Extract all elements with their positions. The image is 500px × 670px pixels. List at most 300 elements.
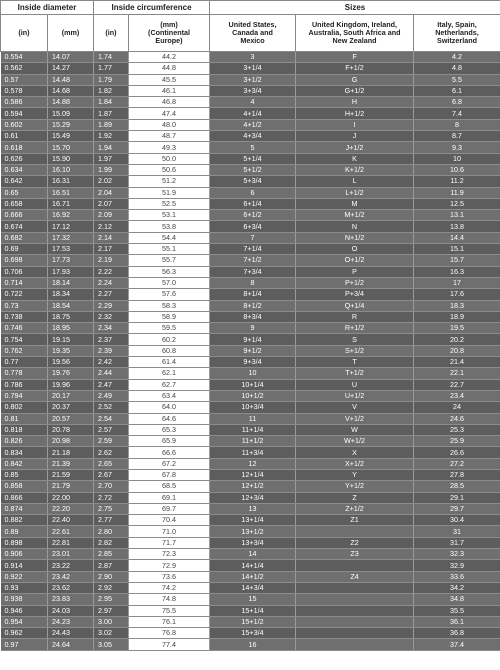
- cell-size-uk: P+3/4: [296, 289, 414, 300]
- cell-circumference-mm: 70.4: [129, 515, 210, 526]
- cell-size-italy: 21.4: [414, 357, 500, 368]
- cell-diameter-in: 0.826: [1, 436, 48, 447]
- cell-circumference-mm: 55.1: [129, 244, 210, 255]
- cell-size-us: 9+3/4: [210, 357, 296, 368]
- cell-circumference-in: 1.97: [94, 153, 129, 164]
- cell-size-uk: P+1/2: [296, 277, 414, 288]
- cell-circumference-in: 2.17: [94, 244, 129, 255]
- cell-size-us: 6: [210, 187, 296, 198]
- cell-diameter-in: 0.882: [1, 515, 48, 526]
- cell-circumference-mm: 46.8: [129, 97, 210, 108]
- cell-diameter-mm: 22.81: [48, 537, 94, 548]
- table-row: [1, 198, 500, 209]
- cell-circumference-mm: 53.1: [129, 210, 210, 221]
- cell-size-us: 12+1/2: [210, 481, 296, 492]
- cell-circumference-mm: 65.9: [129, 436, 210, 447]
- cell-circumference-in: 2.82: [94, 537, 129, 548]
- table-row: [1, 594, 500, 605]
- header-circumference-in: (in): [94, 15, 129, 52]
- cell-size-italy: 8: [414, 119, 500, 130]
- cell-size-us: 11+1/4: [210, 424, 296, 435]
- cell-diameter-mm: 14.48: [48, 74, 94, 85]
- cell-size-italy: 14.4: [414, 232, 500, 243]
- cell-size-us: 14+3/4: [210, 582, 296, 593]
- cell-size-us: 15+1/2: [210, 616, 296, 627]
- cell-diameter-mm: 21.59: [48, 469, 94, 480]
- cell-size-uk: G: [296, 74, 414, 85]
- cell-size-uk: Z: [296, 492, 414, 503]
- cell-size-uk: Y: [296, 469, 414, 480]
- cell-size-uk: [296, 582, 414, 593]
- cell-circumference-in: 2.34: [94, 323, 129, 334]
- cell-circumference-mm: 69.7: [129, 503, 210, 514]
- cell-size-us: 14+1/4: [210, 560, 296, 571]
- cell-circumference-in: 1.99: [94, 164, 129, 175]
- cell-size-us: 15+3/4: [210, 628, 296, 639]
- cell-size-uk: L+1/2: [296, 187, 414, 198]
- cell-circumference-mm: 67.2: [129, 458, 210, 469]
- cell-diameter-mm: 23.83: [48, 594, 94, 605]
- cell-size-uk: [296, 628, 414, 639]
- cell-size-italy: 24.6: [414, 413, 500, 424]
- cell-size-uk: [296, 616, 414, 627]
- cell-size-us: 15+1/4: [210, 605, 296, 616]
- cell-size-us: 3+1/4: [210, 63, 296, 74]
- table-row: [1, 481, 500, 492]
- cell-size-italy: 6.1: [414, 85, 500, 96]
- table-row: [1, 469, 500, 480]
- table-row: [1, 549, 500, 560]
- cell-diameter-in: 0.778: [1, 368, 48, 379]
- table-row: [1, 63, 500, 74]
- cell-size-uk: H+1/2: [296, 108, 414, 119]
- cell-circumference-in: 2.22: [94, 266, 129, 277]
- cell-size-uk: J+1/2: [296, 142, 414, 153]
- cell-circumference-mm: 64.0: [129, 402, 210, 413]
- cell-size-uk: R+1/2: [296, 323, 414, 334]
- cell-size-italy: 18.9: [414, 311, 500, 322]
- table-row: [1, 515, 500, 526]
- cell-diameter-in: 0.898: [1, 537, 48, 548]
- cell-circumference-in: 2.52: [94, 402, 129, 413]
- cell-circumference-mm: 57.6: [129, 289, 210, 300]
- cell-diameter-in: 0.802: [1, 402, 48, 413]
- cell-size-italy: 25.3: [414, 424, 500, 435]
- cell-size-italy: 17: [414, 277, 500, 288]
- table-row: [1, 379, 500, 390]
- cell-diameter-in: 0.666: [1, 210, 48, 221]
- cell-diameter-in: 0.922: [1, 571, 48, 582]
- cell-diameter-mm: 24.43: [48, 628, 94, 639]
- table-row: [1, 413, 500, 424]
- cell-size-italy: 30.4: [414, 515, 500, 526]
- cell-diameter-in: 0.586: [1, 97, 48, 108]
- cell-circumference-mm: 75.5: [129, 605, 210, 616]
- cell-circumference-mm: 51.9: [129, 187, 210, 198]
- cell-circumference-in: 3.02: [94, 628, 129, 639]
- cell-diameter-in: 0.578: [1, 85, 48, 96]
- table-row: [1, 244, 500, 255]
- cell-size-italy: 15.7: [414, 255, 500, 266]
- cell-diameter-in: 0.946: [1, 605, 48, 616]
- table-row: [1, 447, 500, 458]
- cell-diameter-in: 0.962: [1, 628, 48, 639]
- cell-diameter-in: 0.722: [1, 289, 48, 300]
- cell-circumference-in: 3.05: [94, 639, 129, 650]
- cell-size-uk: J: [296, 131, 414, 142]
- cell-size-italy: 31.7: [414, 537, 500, 548]
- cell-diameter-in: 0.714: [1, 277, 48, 288]
- cell-diameter-mm: 17.53: [48, 244, 94, 255]
- cell-diameter-mm: 23.62: [48, 582, 94, 593]
- table-row: [1, 176, 500, 187]
- cell-circumference-mm: 61.4: [129, 357, 210, 368]
- cell-diameter-mm: 17.73: [48, 255, 94, 266]
- cell-diameter-in: 0.754: [1, 334, 48, 345]
- cell-size-italy: 31: [414, 526, 500, 537]
- cell-size-uk: N+1/2: [296, 232, 414, 243]
- cell-circumference-mm: 48.0: [129, 119, 210, 130]
- header-inside-circumference: Inside circumference: [94, 1, 210, 15]
- cell-size-uk: O+1/2: [296, 255, 414, 266]
- cell-size-uk: Z3: [296, 549, 414, 560]
- cell-diameter-mm: 18.14: [48, 277, 94, 288]
- cell-size-italy: 15.1: [414, 244, 500, 255]
- cell-size-uk: F+1/2: [296, 63, 414, 74]
- cell-circumference-in: 2.02: [94, 176, 129, 187]
- cell-circumference-mm: 77.4: [129, 639, 210, 650]
- cell-diameter-in: 0.938: [1, 594, 48, 605]
- cell-size-uk: S: [296, 334, 414, 345]
- cell-size-uk: S+1/2: [296, 345, 414, 356]
- cell-diameter-in: 0.874: [1, 503, 48, 514]
- cell-size-uk: Z+1/2: [296, 503, 414, 514]
- cell-size-italy: 5.5: [414, 74, 500, 85]
- cell-size-us: 12+1/4: [210, 469, 296, 480]
- cell-size-italy: 25.9: [414, 436, 500, 447]
- cell-diameter-in: 0.57: [1, 74, 48, 85]
- cell-circumference-in: 2.27: [94, 289, 129, 300]
- cell-size-uk: Z1: [296, 515, 414, 526]
- cell-diameter-mm: 23.01: [48, 549, 94, 560]
- cell-circumference-mm: 50.0: [129, 153, 210, 164]
- cell-size-us: 13+1/4: [210, 515, 296, 526]
- cell-circumference-mm: 59.5: [129, 323, 210, 334]
- cell-diameter-mm: 15.49: [48, 131, 94, 142]
- cell-size-uk: G+1/2: [296, 85, 414, 96]
- cell-diameter-mm: 15.70: [48, 142, 94, 153]
- cell-diameter-in: 0.674: [1, 221, 48, 232]
- cell-diameter-mm: 17.12: [48, 221, 94, 232]
- cell-circumference-mm: 44.8: [129, 63, 210, 74]
- cell-size-uk: K+1/2: [296, 164, 414, 175]
- cell-circumference-mm: 74.2: [129, 582, 210, 593]
- cell-size-us: 5+1/4: [210, 153, 296, 164]
- cell-size-us: 10: [210, 368, 296, 379]
- cell-circumference-mm: 60.8: [129, 345, 210, 356]
- cell-circumference-in: 1.84: [94, 97, 129, 108]
- table-row: [1, 85, 500, 96]
- cell-size-us: 3+1/2: [210, 74, 296, 85]
- cell-size-us: 9+1/2: [210, 345, 296, 356]
- table-row: [1, 368, 500, 379]
- cell-size-us: 7+1/2: [210, 255, 296, 266]
- cell-size-uk: R: [296, 311, 414, 322]
- cell-circumference-in: 1.89: [94, 119, 129, 130]
- table-row: [1, 357, 500, 368]
- cell-size-italy: 32.9: [414, 560, 500, 571]
- cell-circumference-mm: 60.2: [129, 334, 210, 345]
- cell-size-italy: 4.2: [414, 52, 500, 63]
- table-row: [1, 616, 500, 627]
- cell-size-us: 4+3/4: [210, 131, 296, 142]
- cell-size-us: 9+1/4: [210, 334, 296, 345]
- cell-size-italy: 27.8: [414, 469, 500, 480]
- cell-size-italy: 11.9: [414, 187, 500, 198]
- cell-size-uk: M+1/2: [296, 210, 414, 221]
- cell-size-italy: 27.2: [414, 458, 500, 469]
- table-row: [1, 537, 500, 548]
- header-sizes: Sizes: [210, 1, 500, 15]
- cell-circumference-mm: 76.8: [129, 628, 210, 639]
- table-row: [1, 639, 500, 650]
- cell-size-us: 12+3/4: [210, 492, 296, 503]
- cell-circumference-in: 2.97: [94, 605, 129, 616]
- table-row: [1, 131, 500, 142]
- cell-size-italy: 24: [414, 402, 500, 413]
- cell-circumference-mm: 71.7: [129, 537, 210, 548]
- table-body: [1, 52, 500, 651]
- cell-circumference-in: 2.77: [94, 515, 129, 526]
- cell-circumference-in: 1.92: [94, 131, 129, 142]
- cell-circumference-in: 2.62: [94, 447, 129, 458]
- cell-circumference-mm: 44.2: [129, 52, 210, 63]
- cell-circumference-in: 2.47: [94, 379, 129, 390]
- cell-circumference-mm: 55.7: [129, 255, 210, 266]
- table-row: [1, 334, 500, 345]
- cell-size-us: 13: [210, 503, 296, 514]
- cell-circumference-in: 2.09: [94, 210, 129, 221]
- cell-size-uk: Y+1/2: [296, 481, 414, 492]
- cell-diameter-mm: 21.18: [48, 447, 94, 458]
- cell-diameter-mm: 22.61: [48, 526, 94, 537]
- cell-size-uk: X+1/2: [296, 458, 414, 469]
- cell-size-uk: T+1/2: [296, 368, 414, 379]
- cell-size-us: 10+3/4: [210, 402, 296, 413]
- cell-diameter-in: 0.85: [1, 469, 48, 480]
- table-row: [1, 300, 500, 311]
- cell-size-us: 8: [210, 277, 296, 288]
- cell-circumference-in: 2.65: [94, 458, 129, 469]
- cell-circumference-in: 2.75: [94, 503, 129, 514]
- cell-diameter-in: 0.594: [1, 108, 48, 119]
- cell-size-uk: Z4: [296, 571, 414, 582]
- cell-size-italy: 11.2: [414, 176, 500, 187]
- cell-diameter-mm: 18.34: [48, 289, 94, 300]
- cell-size-italy: 17.6: [414, 289, 500, 300]
- cell-diameter-mm: 19.96: [48, 379, 94, 390]
- cell-circumference-in: 3.00: [94, 616, 129, 627]
- table-row: [1, 582, 500, 593]
- cell-size-us: 14: [210, 549, 296, 560]
- table-row: [1, 187, 500, 198]
- cell-diameter-mm: 20.17: [48, 390, 94, 401]
- cell-size-italy: 13.8: [414, 221, 500, 232]
- table-row: [1, 142, 500, 153]
- table-row: [1, 628, 500, 639]
- cell-circumference-mm: 72.9: [129, 560, 210, 571]
- cell-circumference-in: 2.72: [94, 492, 129, 503]
- cell-circumference-in: 2.39: [94, 345, 129, 356]
- cell-circumference-mm: 62.1: [129, 368, 210, 379]
- cell-diameter-in: 0.842: [1, 458, 48, 469]
- cell-circumference-in: 2.19: [94, 255, 129, 266]
- cell-diameter-mm: 20.78: [48, 424, 94, 435]
- cell-size-us: 12: [210, 458, 296, 469]
- cell-diameter-in: 0.658: [1, 198, 48, 209]
- cell-diameter-mm: 23.22: [48, 560, 94, 571]
- cell-diameter-mm: 19.56: [48, 357, 94, 368]
- cell-size-italy: 10: [414, 153, 500, 164]
- cell-diameter-mm: 22.00: [48, 492, 94, 503]
- cell-diameter-mm: 22.20: [48, 503, 94, 514]
- cell-size-italy: 33.6: [414, 571, 500, 582]
- cell-diameter-mm: 16.10: [48, 164, 94, 175]
- table-row: [1, 390, 500, 401]
- cell-size-us: 10+1/4: [210, 379, 296, 390]
- cell-circumference-in: 1.74: [94, 52, 129, 63]
- cell-diameter-mm: 21.39: [48, 458, 94, 469]
- cell-diameter-mm: 18.75: [48, 311, 94, 322]
- cell-circumference-in: 2.90: [94, 571, 129, 582]
- cell-diameter-mm: 14.68: [48, 85, 94, 96]
- cell-circumference-in: 2.14: [94, 232, 129, 243]
- cell-circumference-mm: 73.6: [129, 571, 210, 582]
- cell-circumference-in: 2.44: [94, 368, 129, 379]
- cell-diameter-in: 0.89: [1, 526, 48, 537]
- cell-diameter-mm: 17.32: [48, 232, 94, 243]
- cell-circumference-in: 2.37: [94, 334, 129, 345]
- table-row: [1, 323, 500, 334]
- cell-circumference-in: 1.87: [94, 108, 129, 119]
- cell-size-italy: 20.2: [414, 334, 500, 345]
- cell-size-italy: 26.6: [414, 447, 500, 458]
- cell-diameter-mm: 17.93: [48, 266, 94, 277]
- cell-circumference-mm: 57.0: [129, 277, 210, 288]
- cell-size-us: 6+1/2: [210, 210, 296, 221]
- cell-size-uk: T: [296, 357, 414, 368]
- cell-diameter-in: 0.77: [1, 357, 48, 368]
- cell-size-uk: K: [296, 153, 414, 164]
- cell-circumference-mm: 72.3: [129, 549, 210, 560]
- cell-diameter-in: 0.642: [1, 176, 48, 187]
- cell-diameter-mm: 14.27: [48, 63, 94, 74]
- cell-size-us: 11+3/4: [210, 447, 296, 458]
- cell-size-us: 11+1/2: [210, 436, 296, 447]
- table-row: [1, 232, 500, 243]
- cell-size-us: 14+1/2: [210, 571, 296, 582]
- cell-diameter-in: 0.794: [1, 390, 48, 401]
- cell-diameter-in: 0.93: [1, 582, 48, 593]
- header-diameter-in: (in): [1, 15, 48, 52]
- cell-circumference-in: 2.57: [94, 424, 129, 435]
- cell-diameter-in: 0.954: [1, 616, 48, 627]
- table-row: [1, 108, 500, 119]
- table-row: [1, 424, 500, 435]
- cell-size-us: 6+1/4: [210, 198, 296, 209]
- cell-size-us: 5+1/2: [210, 164, 296, 175]
- table-row: [1, 119, 500, 130]
- cell-diameter-in: 0.73: [1, 300, 48, 311]
- cell-diameter-mm: 19.15: [48, 334, 94, 345]
- cell-size-italy: 22.1: [414, 368, 500, 379]
- cell-size-us: 3+3/4: [210, 85, 296, 96]
- table-row: [1, 402, 500, 413]
- cell-size-us: 6+3/4: [210, 221, 296, 232]
- header-circumference-mm-europe: (mm) (Continental Europe): [129, 15, 210, 52]
- cell-circumference-mm: 58.9: [129, 311, 210, 322]
- cell-size-us: 8+3/4: [210, 311, 296, 322]
- table-row: [1, 164, 500, 175]
- cell-circumference-mm: 45.5: [129, 74, 210, 85]
- cell-size-uk: [296, 560, 414, 571]
- cell-size-uk: X: [296, 447, 414, 458]
- cell-diameter-in: 0.786: [1, 379, 48, 390]
- cell-size-italy: 34.2: [414, 582, 500, 593]
- table-row: [1, 97, 500, 108]
- cell-circumference-mm: 56.3: [129, 266, 210, 277]
- cell-circumference-in: 2.12: [94, 221, 129, 232]
- header-inside-diameter: Inside diameter: [1, 1, 94, 15]
- cell-diameter-mm: 16.51: [48, 187, 94, 198]
- cell-circumference-mm: 66.6: [129, 447, 210, 458]
- cell-circumference-mm: 50.6: [129, 164, 210, 175]
- cell-size-italy: 16.3: [414, 266, 500, 277]
- cell-size-uk: I: [296, 119, 414, 130]
- cell-size-uk: Z2: [296, 537, 414, 548]
- cell-diameter-in: 0.554: [1, 52, 48, 63]
- cell-diameter-mm: 20.37: [48, 402, 94, 413]
- cell-diameter-mm: 23.42: [48, 571, 94, 582]
- cell-size-uk: W+1/2: [296, 436, 414, 447]
- cell-size-uk: [296, 605, 414, 616]
- cell-diameter-mm: 15.90: [48, 153, 94, 164]
- cell-circumference-mm: 52.5: [129, 198, 210, 209]
- cell-circumference-in: 2.24: [94, 277, 129, 288]
- cell-diameter-in: 0.69: [1, 244, 48, 255]
- table-row: [1, 311, 500, 322]
- cell-size-italy: 20.8: [414, 345, 500, 356]
- cell-size-uk: [296, 526, 414, 537]
- table-row: [1, 277, 500, 288]
- cell-size-italy: 23.4: [414, 390, 500, 401]
- cell-size-uk: U+1/2: [296, 390, 414, 401]
- cell-circumference-mm: 65.3: [129, 424, 210, 435]
- cell-circumference-in: 2.80: [94, 526, 129, 537]
- table-row: [1, 503, 500, 514]
- cell-size-us: 13+3/4: [210, 537, 296, 548]
- cell-circumference-in: 2.95: [94, 594, 129, 605]
- cell-size-us: 7+3/4: [210, 266, 296, 277]
- cell-circumference-in: 2.32: [94, 311, 129, 322]
- table-row: [1, 255, 500, 266]
- cell-diameter-mm: 15.29: [48, 119, 94, 130]
- cell-size-uk: [296, 594, 414, 605]
- cell-size-italy: 19.5: [414, 323, 500, 334]
- cell-circumference-mm: 76.1: [129, 616, 210, 627]
- cell-size-us: 16: [210, 639, 296, 650]
- cell-diameter-in: 0.818: [1, 424, 48, 435]
